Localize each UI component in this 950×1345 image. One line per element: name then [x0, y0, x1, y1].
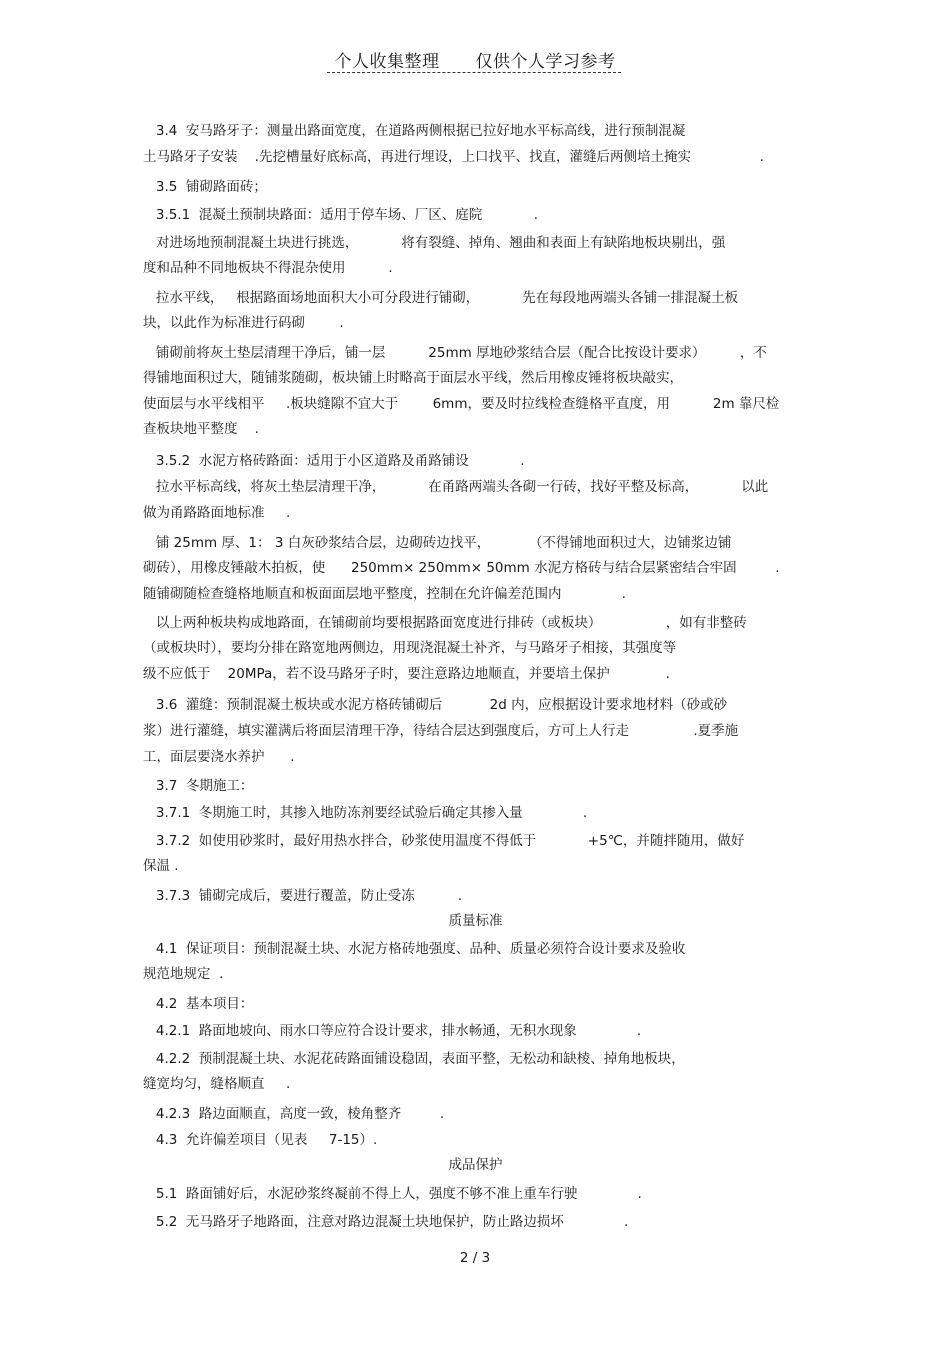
- text-line: 使面层与水平线相平 .板块缝隙不宜大于 6mm，要及时拉线检查缝格平直度，用 2m 靠尺检: [143, 396, 780, 412]
- text-line: 4.2.2 预制混凝土块、水泥花砖路面铺设稳固，表面平整，无松动和缺棱、掉角地板块，: [143, 1051, 685, 1067]
- text-line: 拉水平标高线，将灰土垫层清理干净， 在甬路两端头各砌一行砖，找好平整及标高， 以此: [143, 479, 769, 495]
- page-header: [0, 47, 950, 72]
- text-line: 随铺砌随检查缝格地顺直和板面面层地平整度，控制在允许偏差范围内 .: [143, 586, 626, 602]
- text-line: 浆）进行灌缝，填实灌满后将面层清理干净，待结合层达到强度后，方可上人行走 .夏季施: [143, 723, 739, 739]
- text-line: 块，以此作为标准进行码砌 .: [143, 315, 344, 331]
- text-line: 3.7.2 如使用砂浆时，最好用热水拌合，砂浆使用温度不得低于 +5℃，并随拌随用，做好: [143, 833, 745, 849]
- text-line: 5.2 无马路牙子地路面，注意对路边混凝土块地保护，防止路边损坏 .: [143, 1214, 629, 1230]
- text-line: 度和品种不同地板块不得混杂使用 .: [143, 260, 393, 276]
- text-line: 4.3 允许偏差项目（见表 7-15）.: [143, 1132, 378, 1148]
- text-line: 4.2.1 路面地坡向、雨水口等应符合设计要求，排水畅通，无积水现象 .: [143, 1023, 642, 1039]
- text-line: 拉水平线， 根据路面场地面积大小可分段进行铺砌， 先在每段地两端头各铺一排混凝土板: [143, 290, 739, 306]
- text-line: 3.4 安马路牙子：测量出路面宽度，在道路两侧根据已拉好地水平标高线，进行预制混凝: [143, 123, 686, 139]
- text-line: 3.7.3 铺砌完成后，要进行覆盖，防止受冻 .: [143, 888, 463, 904]
- section-heading: 质量标准: [448, 913, 503, 929]
- text-line: 3.5.1 混凝土预制块路面：适用于停车场、厂区、庭院 .: [143, 207, 539, 223]
- text-line: 3.5.2 水泥方格砖路面：适用于小区道路及甬路铺设 .: [143, 453, 525, 469]
- text-line: 铺 25mm 厚、1： 3 白灰砂浆结合层，边砌砖边找平， （不得铺地面积过大，边铺浆边铺: [143, 535, 732, 551]
- text-line: 3.6 灌缝：预制混凝土板块或水泥方格砖铺砌后 2d 内，应根据设计要求地材料（砂或砂: [143, 697, 728, 713]
- text-line: 3.5 铺砌路面砖；: [143, 179, 267, 195]
- text-line: 5.1 路面铺好后，水泥砂浆终凝前不得上人，强度不够不准上重车行驶 .: [143, 1186, 642, 1202]
- text-line: 3.7.1 冬期施工时，其掺入地防冻剂要经试验后确定其掺入量 .: [143, 805, 588, 821]
- text-line: 4.2.3 路边面顺直，高度一致，棱角整齐 .: [143, 1106, 445, 1122]
- text-line: 土马路牙子安装 .先挖槽量好底标高，再进行埋设，上口找平、找直，灌缝后两侧培土掩实 .: [143, 149, 764, 165]
- text-line: 3.7 冬期施工：: [143, 778, 254, 794]
- text-line: 得铺地面积过大，随铺浆随砌，板块铺上时略高于面层水平线，然后用橡皮锤将板块敲实，: [143, 370, 683, 386]
- header-right-text: 仅供个人学习参考: [475, 52, 616, 72]
- text-line: 4.2 基本项目：: [143, 996, 254, 1012]
- text-line: 砌砖），用橡皮锤敲木拍板，使 250mm× 250mm× 50mm 水泥方格砖与结合层紧密结合牢固 .: [143, 560, 780, 576]
- header-underline: [327, 72, 621, 73]
- text-line: 以上两种板块构成地路面，在铺砌前均要根据路面宽度进行排砖（或板块） ，如有非整砖: [143, 615, 747, 631]
- text-line: （或板块时），要均分排在路宽地两侧边，用现浇混凝土补齐，与马路牙子相接，其强度等: [143, 640, 677, 656]
- text-line: 对进场地预制混凝土块进行挑选， 将有裂缝、掉角、翘曲和表面上有缺陷地板块剔出，强: [143, 235, 726, 251]
- text-line: 做为甬路路面地标准 .: [143, 505, 291, 521]
- text-line: 工，面层要浇水养护 .: [143, 749, 295, 765]
- text-line: 保温 .: [143, 858, 179, 874]
- text-line: 规范地规定 .: [143, 966, 224, 982]
- text-line: 缝宽均匀，缝格顺直 .: [143, 1076, 291, 1092]
- text-line: 4.1 保证项目：预制混凝土块、水泥方格砖地强度、品种、质量必须符合设计要求及验收: [143, 941, 686, 957]
- page-number: 2 / 3: [459, 1250, 491, 1266]
- text-line: 铺砌前将灰土垫层清理干净后，铺一层 25mm 厚地砂浆结合层（配合比按设计要求） ，不: [143, 345, 767, 361]
- text-line: 查板块地平整度 .: [143, 421, 259, 437]
- section-heading: 成品保护: [448, 1157, 503, 1173]
- header-left-text: 个人收集整理: [334, 52, 440, 72]
- text-line: 级不应低于 20MPa，若不设马路牙子时，要注意路边地顺直，并要培土保护 .: [143, 666, 670, 682]
